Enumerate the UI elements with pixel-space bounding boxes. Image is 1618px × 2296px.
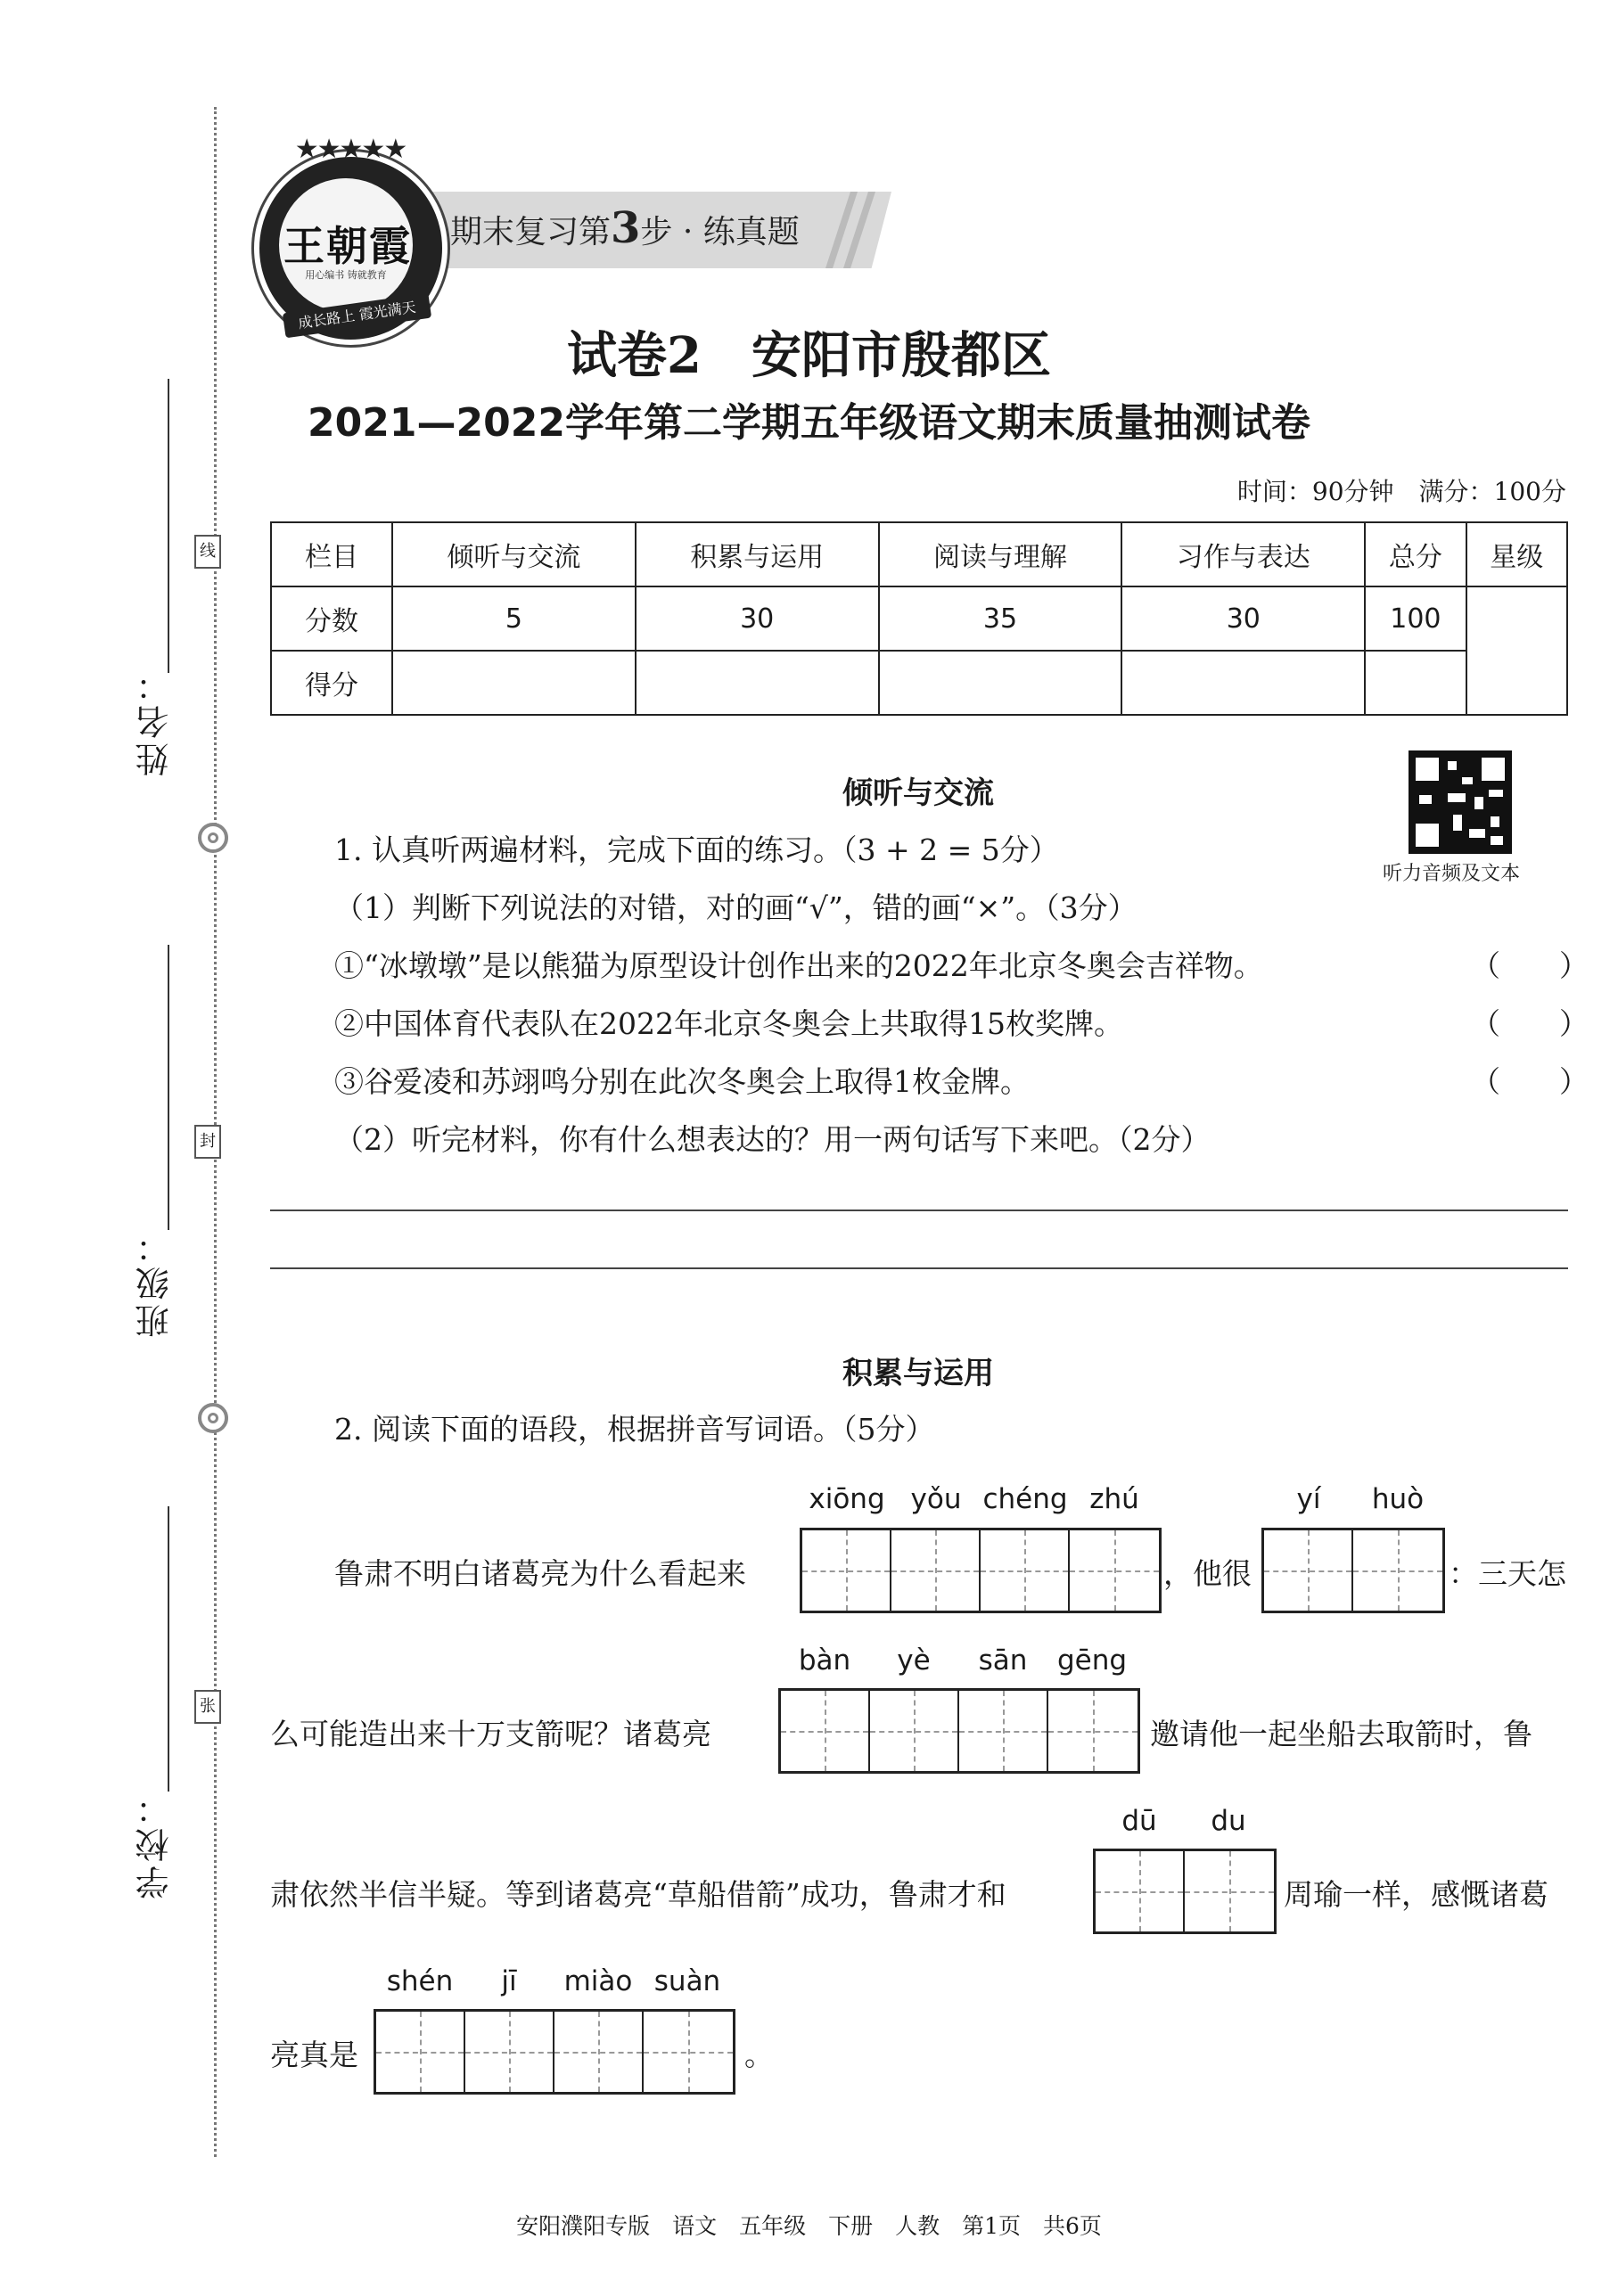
paper-title: 试卷2 安阳市殷都区 bbox=[567, 326, 1051, 385]
pinyin: chéng bbox=[982, 1483, 1068, 1515]
logo-stars-icon: ★★★★★ bbox=[294, 134, 407, 165]
passage-text: 。 bbox=[744, 2038, 774, 2072]
passage-text: 周瑜一样，感慨诸葛 bbox=[1284, 1877, 1548, 1912]
pinyin: du bbox=[1211, 1805, 1246, 1837]
answer-write-line[interactable] bbox=[270, 1210, 1568, 1211]
table-cell: 30 bbox=[636, 586, 879, 651]
grid-cell[interactable] bbox=[1264, 1530, 1353, 1611]
passage-text: 肃依然半信半疑。等到诸葛亮“草船借箭”成功，鲁肃才和 bbox=[270, 1877, 1006, 1912]
class-write-line[interactable] bbox=[168, 945, 169, 1230]
word-grid[interactable] bbox=[1261, 1528, 1445, 1613]
section-title-listening: 倾听与交流 bbox=[842, 775, 994, 811]
score-input-cell[interactable] bbox=[392, 651, 636, 715]
table-header: 习作与表达 bbox=[1121, 522, 1365, 586]
pinyin: sān bbox=[978, 1644, 1028, 1677]
question-2: 2. 阅读下面的语段，根据拼音写词语。（5分） bbox=[334, 1412, 935, 1447]
table-row bbox=[271, 651, 1567, 715]
grid-cell[interactable] bbox=[376, 2012, 465, 2092]
passage-text: ，他很 bbox=[1163, 1556, 1252, 1591]
qr-caption: 听力音频及文本 bbox=[1383, 863, 1521, 885]
binding-mark-bind: 张 bbox=[194, 1690, 221, 1724]
section-title-accumulation: 积累与运用 bbox=[842, 1356, 994, 1391]
paper-subtitle: 2021—2022学年第二学期五年级语文期末质量抽测试卷 bbox=[308, 400, 1310, 446]
question-1: 1. 认真听两遍材料，完成下面的练习。（3 + 2 = 5分） bbox=[334, 832, 1059, 867]
table-header: 阅读与理解 bbox=[879, 522, 1122, 586]
table-header: 总分 bbox=[1365, 522, 1466, 586]
table-header: 栏目 bbox=[271, 522, 392, 586]
word-grid[interactable] bbox=[778, 1688, 1140, 1774]
pinyin: dū bbox=[1121, 1805, 1157, 1837]
table-cell: 30 bbox=[1121, 586, 1365, 651]
pinyin: suàn bbox=[653, 1965, 721, 1997]
grid-cell[interactable] bbox=[802, 1530, 891, 1611]
pinyin: zhú bbox=[1089, 1483, 1139, 1515]
grid-cell[interactable] bbox=[1096, 1851, 1185, 1931]
table-cell: 100 bbox=[1365, 586, 1466, 651]
brand-name: 王朝霞 bbox=[283, 222, 412, 270]
passage-text: ：三天怎 bbox=[1449, 1556, 1566, 1591]
binding-swirl-icon bbox=[198, 1403, 228, 1433]
pinyin: shén bbox=[386, 1965, 454, 1997]
grid-cell[interactable] bbox=[870, 1691, 959, 1771]
judge-item: ②中国体育代表队在2022年北京冬奥会上共取得15枚奖牌。 bbox=[334, 1006, 1123, 1041]
judge-item: ③谷爱凌和苏翊鸣分别在此次冬奥会上取得1枚金牌。 bbox=[334, 1064, 1030, 1099]
brand-ribbon: 成长路上 霞光满天 bbox=[283, 293, 431, 339]
table-cell: 5 bbox=[392, 586, 636, 651]
pinyin: gēng bbox=[1056, 1644, 1128, 1677]
grid-cell[interactable] bbox=[465, 2012, 554, 2092]
word-grid[interactable] bbox=[374, 2009, 735, 2095]
binding-mark-seal: 封 bbox=[194, 1125, 221, 1159]
passage-text: 亮真是 bbox=[270, 2038, 358, 2072]
table-header: 积累与运用 bbox=[636, 522, 879, 586]
score-table bbox=[270, 521, 1568, 716]
score-input-cell[interactable] bbox=[1121, 651, 1365, 715]
table-row-label: 得分 bbox=[271, 651, 392, 715]
pinyin: miào bbox=[563, 1965, 633, 1997]
table-row bbox=[271, 522, 1567, 586]
pinyin: yí bbox=[1296, 1483, 1321, 1515]
binding-swirl-icon bbox=[198, 823, 228, 853]
table-cell: 35 bbox=[879, 586, 1122, 651]
answer-paren[interactable]: （ ） bbox=[1471, 1064, 1589, 1099]
time-info: 时间：90分钟 满分：100分 bbox=[1236, 477, 1566, 506]
grid-cell[interactable] bbox=[644, 2012, 733, 2092]
grid-cell[interactable] bbox=[891, 1530, 981, 1611]
table-row-label: 分数 bbox=[271, 586, 392, 651]
table-header: 星级 bbox=[1466, 522, 1567, 586]
table-header: 倾听与交流 bbox=[392, 522, 636, 586]
grid-cell[interactable] bbox=[1185, 1851, 1274, 1931]
grid-cell[interactable] bbox=[981, 1530, 1070, 1611]
brand-subtitle: 用心编书 铸就教育 bbox=[305, 269, 387, 281]
word-grid[interactable] bbox=[1093, 1849, 1277, 1934]
page-footer: 安阳濮阳专版 语文 五年级 下册 人教 第1页 共6页 bbox=[516, 2213, 1102, 2239]
score-input-cell[interactable] bbox=[879, 651, 1122, 715]
binding-mark-line: 线 bbox=[194, 535, 221, 569]
grid-cell[interactable] bbox=[781, 1691, 870, 1771]
answer-paren[interactable]: （ ） bbox=[1471, 948, 1589, 983]
step-banner-text: 期末复习第3步 · 练真题 bbox=[450, 203, 800, 253]
score-input-cell[interactable] bbox=[1365, 651, 1466, 715]
grid-cell[interactable] bbox=[554, 2012, 644, 2092]
passage-text: 么可能造出来十万支箭呢？诸葛亮 bbox=[270, 1717, 711, 1751]
answer-write-line[interactable] bbox=[270, 1267, 1568, 1269]
grid-cell[interactable] bbox=[1048, 1691, 1138, 1771]
pinyin: jī bbox=[501, 1965, 517, 1997]
pinyin: yè bbox=[897, 1644, 931, 1677]
school-write-line[interactable] bbox=[168, 1506, 169, 1792]
question-1-part-1: （1）判断下列说法的对错，对的画“√”，错的画“×”。（3分） bbox=[334, 890, 1138, 925]
passage-text: 邀请他一起坐船去取箭时，鲁 bbox=[1150, 1717, 1532, 1751]
judge-item: ①“冰墩墩”是以熊猫为原型设计创作出来的2022年北京冬奥会吉祥物。 bbox=[334, 948, 1263, 983]
grid-cell[interactable] bbox=[959, 1691, 1048, 1771]
score-input-cell[interactable] bbox=[636, 651, 879, 715]
class-label: 班级： bbox=[136, 1226, 175, 1338]
pinyin: huò bbox=[1371, 1483, 1425, 1515]
name-label: 姓名： bbox=[136, 664, 175, 776]
grid-cell[interactable] bbox=[1353, 1530, 1442, 1611]
star-rating-cell[interactable] bbox=[1466, 586, 1567, 715]
word-grid[interactable] bbox=[800, 1528, 1162, 1613]
pinyin: xiōng bbox=[809, 1483, 885, 1515]
school-label: 学校： bbox=[136, 1787, 175, 1899]
qr-code-icon[interactable] bbox=[1409, 750, 1512, 854]
question-1-part-2: （2）听完材料，你有什么想表达的？用一两句话写下来吧。（2分） bbox=[334, 1122, 1211, 1157]
pinyin: yǒu bbox=[910, 1483, 962, 1515]
grid-cell[interactable] bbox=[1070, 1530, 1159, 1611]
pinyin: bàn bbox=[798, 1644, 851, 1677]
table-row bbox=[271, 586, 1567, 651]
answer-paren[interactable]: （ ） bbox=[1471, 1006, 1589, 1041]
passage-text: 鲁肃不明白诸葛亮为什么看起来 bbox=[334, 1556, 746, 1591]
